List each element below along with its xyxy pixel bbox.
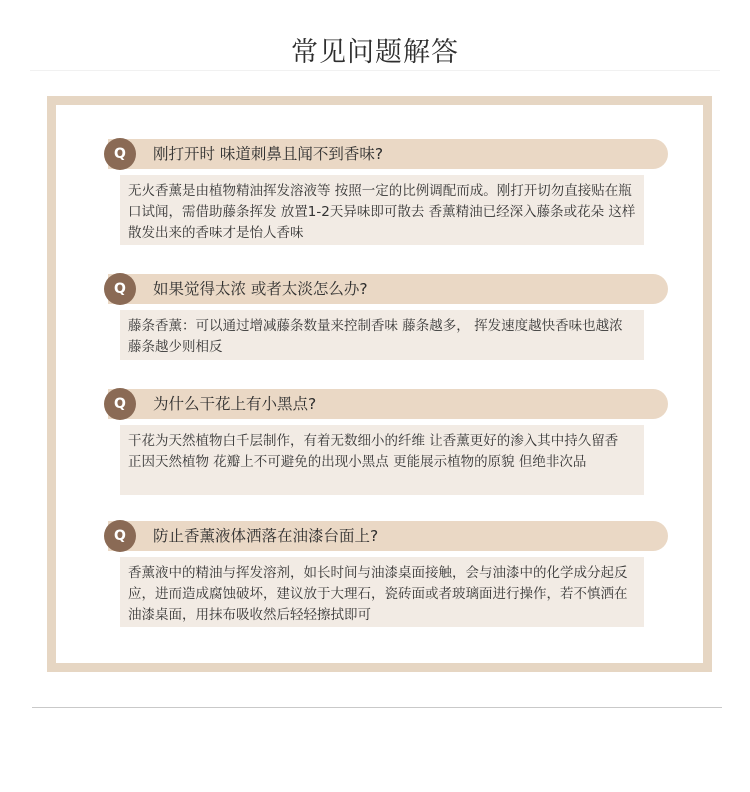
question-text: 为什么干花上有小黑点?	[153, 395, 317, 413]
question-text: 刚打开时 味道刺鼻且闻不到香味?	[153, 145, 384, 163]
answer-text: 干花为天然植物白千层制作，有着无数细小的纤维 让香薰更好的渗入其中持久留香 正因天然植物 花瓣上不可避免的出现小黑点 更能展示植物的原貌 但绝非次品	[120, 425, 644, 495]
answer-text: 藤条香薰：可以通过增减藤条数量来控制香味 藤条越多， 挥发速度越快香味也越浓 藤条越少则相反	[120, 310, 644, 360]
question-bar	[108, 274, 668, 304]
faq-frame	[47, 96, 712, 672]
answer-text: 无火香薰是由植物精油挥发溶液等 按照一定的比例调配而成。刚打开切勿直接贴在瓶口试闻，需借助藤条挥发 放置1-2天异味即可散去 香薰精油已经深入藤条或花朵 这样散发出来的香味才是怡人香味	[120, 175, 644, 245]
q-badge-icon: Q	[104, 273, 136, 305]
page-title: 常见问题解答	[291, 37, 459, 68]
q-badge-icon: Q	[104, 138, 136, 170]
question-bar	[108, 139, 668, 169]
question-text: 如果觉得太浓 或者太淡怎么办?	[153, 280, 368, 298]
q-badge-icon: Q	[104, 520, 136, 552]
answer-text: 香薰液中的精油与挥发溶剂，如长时间与油漆桌面接触，会与油漆中的化学成分起反应，进而造成腐蚀破坏，建议放于大理石，瓷砖面或者玻璃面进行操作，若不慎洒在油漆桌面，用抹布吸收然后轻轻擦拭即可	[120, 557, 644, 627]
title-divider	[30, 70, 720, 71]
q-badge-icon: Q	[104, 388, 136, 420]
question-bar	[108, 521, 668, 551]
question-bar	[108, 389, 668, 419]
question-text: 防止香薰液体洒落在油漆台面上?	[153, 527, 379, 545]
bottom-divider	[32, 707, 722, 708]
